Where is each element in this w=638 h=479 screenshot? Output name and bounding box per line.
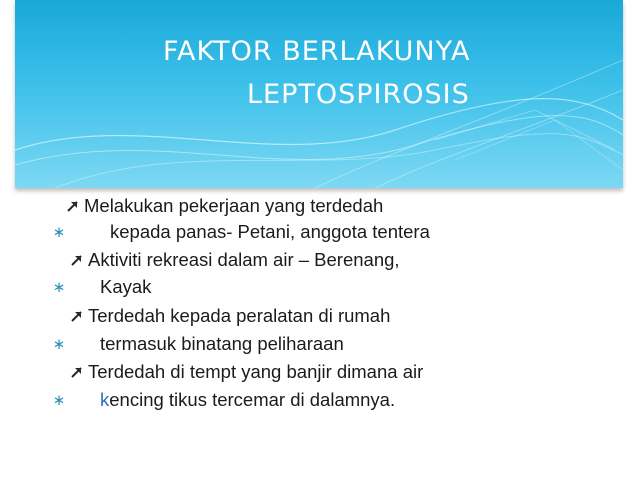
list-item-text: Terdedah kepada peralatan di rumah [88, 305, 391, 326]
list-item [70, 305, 390, 327]
list-item-text: termasuk binatang peliharaan [100, 333, 344, 354]
list-item-text: Kayak [100, 276, 152, 297]
list-item-text [100, 389, 395, 411]
slide-title-line2: LEPTOSPIROSIS [247, 79, 470, 110]
list-item-text: Aktiviti rekreasi dalam air – Berenang, [88, 249, 400, 270]
list-item-text: kepada panas- Petani, anggota tentera [110, 221, 430, 242]
slide-title-line1: FAKTOR BERLAKUNYA [163, 36, 471, 67]
list-item-text: Terdedah di tempt yang banjir dimana air [88, 361, 424, 382]
arrow-icon [70, 365, 84, 379]
list-item-text-rest: encing tikus tercemar di dalamnya. [109, 389, 396, 410]
asterisk-icon: ∗ [52, 224, 66, 241]
list-item [52, 221, 430, 243]
arrow-icon [70, 253, 84, 267]
asterisk-icon: ∗ [52, 336, 66, 353]
asterisk-icon: ∗ [52, 392, 66, 409]
arrow-icon [70, 309, 84, 323]
list-item [52, 276, 151, 298]
title-banner [15, 0, 623, 188]
list-item [70, 361, 423, 383]
arrow-icon [66, 199, 80, 213]
list-item-text: Melakukan pekerjaan yang terdedah [84, 195, 384, 216]
list-item [52, 389, 395, 411]
list-item [70, 249, 400, 271]
accent-letter: k [100, 389, 110, 410]
asterisk-icon: ∗ [52, 279, 66, 296]
list-item [66, 195, 383, 217]
list-item [52, 333, 344, 355]
